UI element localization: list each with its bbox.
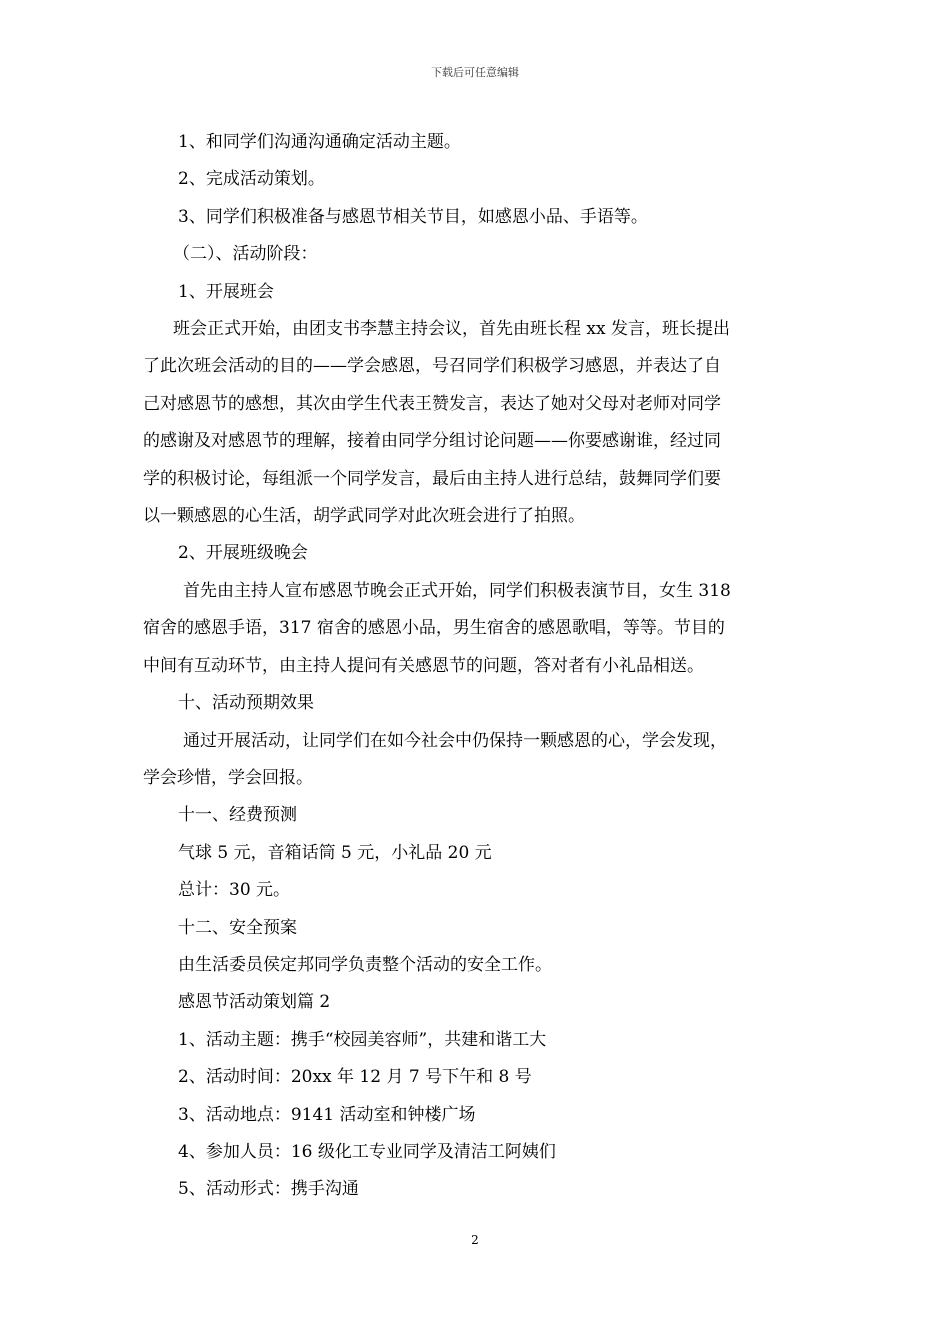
text-line: 2、活动时间：20xx 年 12 月 7 号下午和 8 号 bbox=[178, 1067, 532, 1088]
text-line: 学的积极讨论，每组派一个同学发言，最后由主持人进行总结，鼓舞同学们要 bbox=[143, 468, 721, 489]
text-line: 3、同学们积极准备与感恩节相关节目，如感恩小品、手语等。 bbox=[178, 206, 648, 227]
text-line: 了此次班会活动的目的——学会感恩，号召同学们积极学习感恩，并表达了自 bbox=[143, 356, 721, 377]
text-line: 2、完成活动策划。 bbox=[178, 169, 325, 190]
text-line: 感恩节活动策划篇 2 bbox=[178, 992, 331, 1013]
text-line: 3、活动地点：9141 活动室和钟楼广场 bbox=[178, 1104, 476, 1125]
text-line: 宿舍的感恩手语，317 宿舍的感恩小品，男生宿舍的感恩歌唱，等等。节目的 bbox=[143, 618, 725, 639]
text-line: 1、开展班会 bbox=[178, 281, 274, 302]
text-line: 班会正式开始，由团支书李慧主持会议，首先由班长程 xx 发言，班长提出 bbox=[173, 319, 730, 340]
text-line: 1、和同学们沟通沟通确定活动主题。 bbox=[178, 132, 461, 152]
text-line: 十一、经费预测 bbox=[178, 805, 297, 826]
text-line: 以一颗感恩的心生活，胡学武同学对此次班会进行了拍照。 bbox=[143, 506, 585, 527]
text-line: 5、活动形式：携手沟通 bbox=[178, 1179, 359, 1200]
text-line: 2、开展班级晚会 bbox=[178, 543, 308, 564]
text-line: 总计：30 元。 bbox=[178, 880, 291, 901]
text-line: 通过开展活动，让同学们在如今社会中仍保持一颗感恩的心，学会发现， bbox=[183, 730, 727, 751]
text-line: 气球 5 元，音箱话筒 5 元，小礼品 20 元 bbox=[178, 842, 492, 863]
text-line: 首先由主持人宣布感恩节晚会正式开始，同学们积极表演节目，女生 318 bbox=[183, 580, 731, 601]
text-line: （二）、活动阶段： bbox=[173, 244, 318, 265]
text-line: 十、活动预期效果 bbox=[178, 693, 314, 714]
text-line: 十二、安全预案 bbox=[178, 917, 297, 938]
text-line: 由生活委员侯定邦同学负责整个活动的安全工作。 bbox=[178, 954, 552, 975]
page-header: 下载后可任意编辑 bbox=[431, 66, 519, 79]
text-line: 4、参加人员：16 级化工专业同学及清洁工阿姨们 bbox=[178, 1141, 556, 1162]
text-line: 己对感恩节的感想，其次由学生代表王赞发言，表达了她对父母对老师对同学 bbox=[143, 393, 721, 414]
text-line: 中间有互动环节，由主持人提问有关感恩节的问题，答对者有小礼品相送。 bbox=[143, 655, 704, 676]
text-line: 学会珍惜，学会回报。 bbox=[143, 767, 313, 788]
text-line: 的感谢及对感恩节的理解，接着由同学分组讨论问题——你要感谢谁，经过同 bbox=[143, 431, 721, 452]
document-body bbox=[143, 124, 808, 1209]
text-line: 1、活动主题：携手“校园美容师”，共建和谐工大 bbox=[178, 1029, 547, 1050]
page-number: 2 bbox=[471, 1233, 479, 1247]
